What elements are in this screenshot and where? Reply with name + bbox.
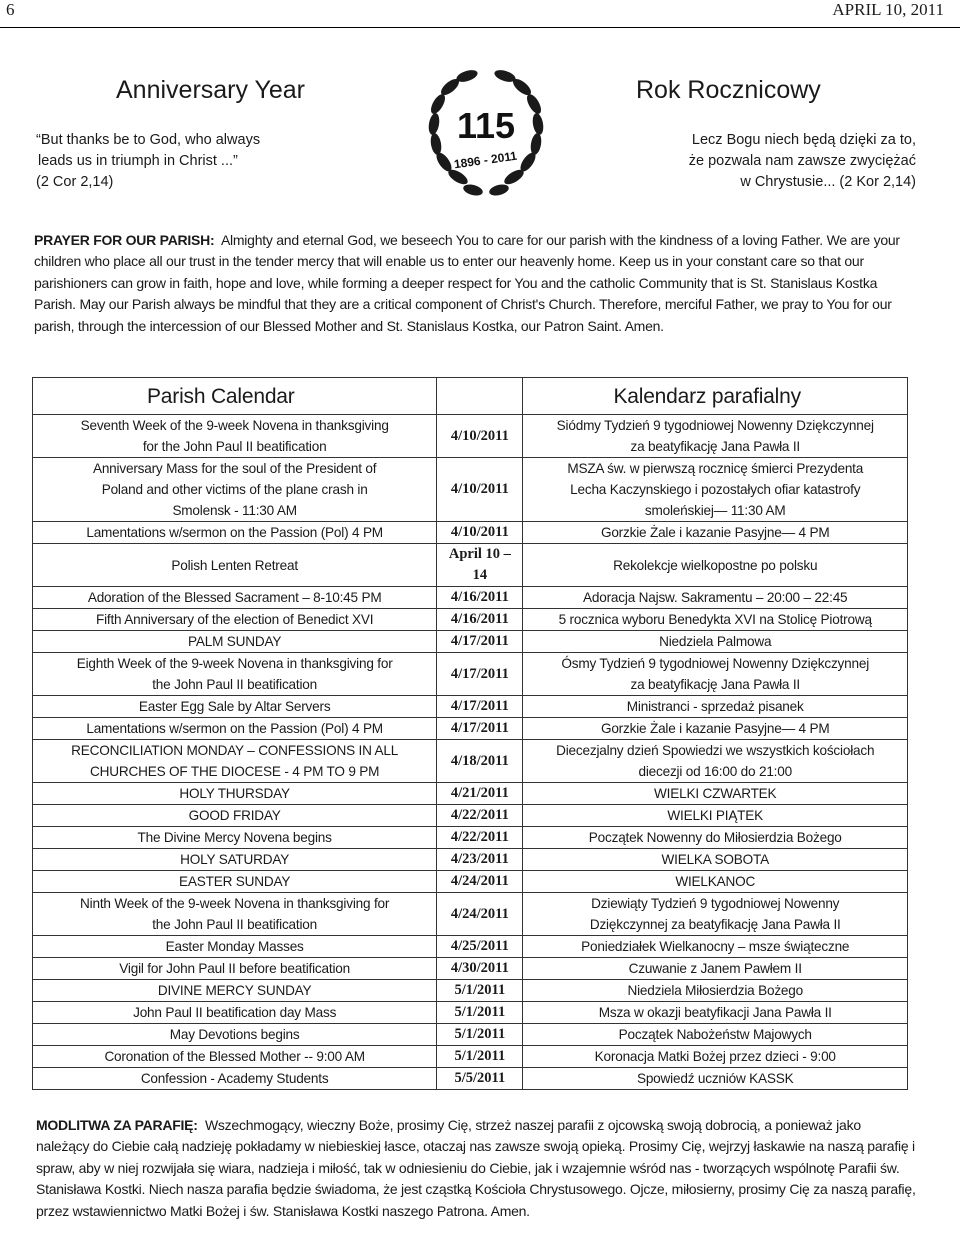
event-pl-line: Czuwanie z Janem Pawłem II: [628, 961, 802, 976]
event-pl-line: Gorzkie Żale i kazanie Pasyjne— 4 PM: [600, 721, 830, 736]
event-en: [33, 893, 437, 936]
event-en: [33, 415, 437, 458]
event-pl: [523, 893, 908, 936]
calendar-row: [33, 936, 908, 958]
calendar-row: [33, 1002, 908, 1024]
event-en: [33, 849, 437, 871]
event-pl-line: WIELKI CZWARTEK: [654, 786, 777, 801]
event-en-line: Adoration of the Blessed Sacrament – 8-10:45 PM: [87, 590, 382, 605]
event-pl: [523, 458, 908, 522]
event-date: 4/24/2011: [437, 871, 523, 893]
event-en-line: Polish Lenten Retreat: [171, 557, 298, 573]
event-en-line: Easter Monday Masses: [165, 939, 304, 954]
event-en-line: May Devotions begins: [169, 1027, 300, 1042]
event-pl-line: Niedziela Palmowa: [659, 634, 772, 649]
event-pl-line: Rekolekcje wielkopostne po polsku: [613, 557, 818, 573]
event-en: [33, 631, 437, 653]
event-pl-line: Początek Nowenny do Miłosierdzia Bożego: [588, 830, 842, 845]
calendar-row: [33, 1068, 908, 1090]
event-en: [33, 980, 437, 1002]
event-pl-line: Ministranci - sprzedaż pisanek: [626, 699, 804, 714]
calendar-row: [33, 980, 908, 1002]
calendar-row: [33, 805, 908, 827]
calendar-row: [33, 893, 908, 936]
event-date: 4/16/2011: [437, 609, 523, 631]
calendar-title-en: Parish Calendar: [33, 378, 437, 415]
event-en: [33, 718, 437, 740]
event-pl: [523, 631, 908, 653]
event-date: 4/22/2011: [437, 827, 523, 849]
calendar-header-spacer: [437, 378, 523, 415]
event-date: 4/22/2011: [437, 805, 523, 827]
event-en-line: Fifth Anniversary of the election of Benedict XVI: [95, 612, 374, 627]
event-en-line: Ninth Week of the 9-week Novena in thanksgiving for: [80, 896, 390, 911]
event-en: [33, 696, 437, 718]
event-pl: [523, 958, 908, 980]
event-pl-line: Poniedziałek Wielkanocny – msze świąteczne: [581, 939, 850, 954]
event-en: [33, 1046, 437, 1068]
event-pl-line: Diecezjalny dzień Spowiedzi we wszystkich kościołach: [556, 743, 875, 758]
emblem-number: 115: [456, 105, 516, 146]
event-date: 4/17/2011: [437, 653, 523, 696]
event-date: 5/5/2011: [437, 1068, 523, 1090]
event-en-line: John Paul II beatification day Mass: [133, 1005, 337, 1020]
event-en-line: Coronation of the Blessed Mother -- 9:00 AM: [104, 1049, 365, 1064]
quote-line: (2 Cor 2,14): [36, 174, 114, 190]
prayer-heading-en: PRAYER FOR OUR PARISH:: [34, 232, 215, 248]
event-en-line: Lamentations w/sermon on the Passion (Pol) 4 PM: [86, 525, 383, 540]
event-pl-line: Lecha Kaczynskiego i pozostałych ofiar katastrofy: [570, 482, 861, 497]
calendar-row: [33, 1046, 908, 1068]
event-date: 4/16/2011: [437, 587, 523, 609]
event-date: 4/23/2011: [437, 849, 523, 871]
event-en: [33, 1002, 437, 1024]
event-pl: [523, 1002, 908, 1024]
quote-line: Lecz Bogu niech będą dzięki za to,: [691, 132, 916, 148]
parish-calendar-table: [32, 377, 908, 1090]
calendar-row: [33, 544, 908, 587]
event-pl-line: za beatyfikację Jana Pawła II: [630, 439, 800, 454]
calendar-row: [33, 609, 908, 631]
event-date: 4/17/2011: [437, 696, 523, 718]
quote-line: w Chrystusie... (2 Kor 2,14): [740, 174, 916, 190]
calendar-row: [33, 783, 908, 805]
event-en: [33, 522, 437, 544]
event-pl: [523, 827, 908, 849]
event-en: [33, 587, 437, 609]
event-en-line: Lamentations w/sermon on the Passion (Pol) 4 PM: [86, 721, 383, 736]
event-pl: [523, 522, 908, 544]
scripture-quote-en: [36, 130, 336, 193]
event-pl-line: Dziękczynnej za beatyfikację Jana Pawła II: [589, 917, 841, 932]
prayer-for-parish-en: [34, 230, 914, 337]
event-en: [33, 936, 437, 958]
calendar-row: [33, 827, 908, 849]
event-en-line: HOLY THURSDAY: [179, 786, 290, 801]
event-pl-line: Ósmy Tydzień 9 tygodniowej Nowenny Dziękczynnej: [561, 656, 870, 671]
event-en-line: Poland and other victims of the plane crash in: [101, 482, 368, 497]
event-en: [33, 740, 437, 783]
event-date: 4/30/2011: [437, 958, 523, 980]
event-pl: [523, 587, 908, 609]
event-en-line: EASTER SUNDAY: [179, 874, 291, 889]
event-date: 4/10/2011: [437, 415, 523, 458]
event-date: 4/10/2011: [437, 522, 523, 544]
event-pl: [523, 1046, 908, 1068]
anniversary-title-pl: Rok Rocznicowy: [636, 76, 821, 104]
event-pl-line: WIELKA SOBOTA: [661, 852, 769, 867]
event-date: 4/21/2011: [437, 783, 523, 805]
event-pl-line: Adoracja Najsw. Sakramentu – 20:00 – 22:45: [583, 590, 848, 605]
event-pl: [523, 653, 908, 696]
calendar-row: [33, 740, 908, 783]
event-en: [33, 827, 437, 849]
event-en-line: the John Paul II beatification: [152, 917, 318, 932]
quote-line: że pozwala nam zawsze zwyciężać: [688, 153, 916, 169]
prayer-text-pl: Wszechmogący, wieczny Boże, prosimy Cię, strzeż naszej parafii z ojcowską swoją dobrocią, a ponieważ jako należący do Ciebie całą nadzieję pokładamy w niebieskiej łasce, otaczaj nas zawsze swoją opieką. Prosimy Cię, wejrzyj łaskawie na naszą parafię i spraw, aby w niej rozwijała się wiara, nadzieja i miłość, tak w odniesieniu do Ciebie, jak i wzajemnie wśród nas - tworzących wspólnotę Parafii św. Stanisława Kostki. Niech nasza parafia będzie świadoma, że jest cząstką Kościoła Chrystusowego. Ojcze, miłosierny, prosimy Cię za naszą parafię, przez wstawiennictwo Matki Bożej i św. Stanisława Kostki naszego Patrona. Amen.: [36, 1117, 916, 1219]
event-pl-line: 5 rocznica wyboru Benedykta XVI na Stolicę Piotrową: [558, 612, 872, 627]
event-date: 5/1/2011: [437, 1002, 523, 1024]
quote-line: leads us in triumph in Christ ...”: [38, 153, 238, 169]
event-pl: [523, 980, 908, 1002]
calendar-row: [33, 458, 908, 522]
event-en: [33, 458, 437, 522]
calendar-row: [33, 415, 908, 458]
quote-line: “But thanks be to God, who always: [36, 132, 261, 148]
event-en-line: PALM SUNDAY: [188, 634, 282, 649]
prayer-text-en: Almighty and eternal God, we beseech You to care for our parish with the kindness of a loving Father. We are your children who place all our trust in the tender mercy that will enable us to enter our heavenly home. Keep us in your constant care so that our parishioners can grow in faith, hope and love, while forming a deeper respect for You and the catholic Community that is St. Stanislaus Kostka Parish. May our Parish always be mindful that they are a critical component of Christ's Church. Therefore, merciful Father, we pray to You for our parish, through the intercession of our Blessed Mother and St. Stanislaus Kostka, our Patron Saint. Amen.: [34, 232, 900, 334]
calendar-body: [33, 415, 908, 1090]
event-pl: [523, 544, 908, 587]
event-date: 5/1/2011: [437, 1046, 523, 1068]
calendar-row: [33, 849, 908, 871]
event-date: 4/10/2011: [437, 458, 523, 522]
calendar-row: [33, 958, 908, 980]
event-date: 4/17/2011: [437, 631, 523, 653]
event-en-line: Smolensk - 11:30 AM: [172, 503, 297, 518]
event-en-line: Seventh Week of the 9-week Novena in thanksgiving: [80, 418, 389, 433]
event-pl: [523, 871, 908, 893]
event-en-line: RECONCILIATION MONDAY – CONFESSIONS IN ALL: [71, 743, 399, 758]
event-date: 4/17/2011: [437, 718, 523, 740]
event-pl: [523, 718, 908, 740]
event-pl: [523, 1024, 908, 1046]
event-date: 5/1/2011: [437, 980, 523, 1002]
event-en-line: Anniversary Mass for the soul of the President of: [92, 461, 377, 476]
event-en-line: The Divine Mercy Novena begins: [137, 830, 332, 845]
issue-date: APRIL 10, 2011: [832, 0, 944, 19]
event-en-line: HOLY SATURDAY: [180, 852, 290, 867]
calendar-title-pl: Kalendarz parafialny: [523, 378, 908, 415]
page-number: 6: [6, 0, 15, 19]
event-pl-line: Spowiedź uczniów KASSK: [636, 1071, 794, 1086]
event-pl: [523, 415, 908, 458]
event-en-line: for the John Paul II beatification: [142, 439, 327, 454]
prayer-for-parish-pl: [36, 1115, 916, 1222]
event-en-line: the John Paul II beatification: [152, 677, 318, 692]
event-pl-line: Msza w okazji beatyfikacji Jana Pawła II: [598, 1005, 832, 1020]
page-header: [0, 0, 960, 26]
event-en-line: DIVINE MERCY SUNDAY: [157, 983, 312, 998]
header-rule: [0, 27, 960, 28]
calendar-row: [33, 522, 908, 544]
event-date: 4/25/2011: [437, 936, 523, 958]
event-en: [33, 805, 437, 827]
calendar-row: [33, 1024, 908, 1046]
event-en-line: Eighth Week of the 9-week Novena in thanksgiving for: [76, 656, 393, 671]
event-pl: [523, 936, 908, 958]
event-pl-line: Dziewiąty Tydzień 9 tygodniowej Nowenny: [591, 896, 840, 911]
event-pl-line: diecezji od 16:00 do 21:00: [638, 764, 792, 779]
event-pl: [523, 783, 908, 805]
event-en: [33, 609, 437, 631]
event-pl-line: smoleńskiej— 11:30 AM: [644, 503, 786, 518]
event-en-line: Easter Egg Sale by Altar Servers: [138, 699, 331, 714]
calendar-row: [33, 631, 908, 653]
calendar-row: [33, 587, 908, 609]
prayer-heading-pl: MODLITWA ZA PARAFIĘ:: [36, 1117, 198, 1133]
calendar-row: [33, 718, 908, 740]
event-en: [33, 1068, 437, 1090]
event-pl: [523, 849, 908, 871]
event-en-line: Confession - Academy Students: [140, 1071, 329, 1086]
event-en: [33, 871, 437, 893]
event-date: 5/1/2011: [437, 1024, 523, 1046]
event-en: [33, 653, 437, 696]
event-en: [33, 783, 437, 805]
event-pl: [523, 740, 908, 783]
event-en: [33, 958, 437, 980]
anniversary-title-en: Anniversary Year: [116, 76, 306, 104]
event-en-line: Vigil for John Paul II before beatification: [119, 961, 350, 976]
event-pl: [523, 1068, 908, 1090]
calendar-header-row: [33, 378, 908, 415]
event-en: [33, 544, 437, 587]
anniversary-wreath-emblem: [418, 66, 554, 202]
event-date: 4/24/2011: [437, 893, 523, 936]
event-pl-line: Początek Nabożeństw Majowych: [618, 1027, 812, 1042]
event-date: April 10 – 14: [437, 544, 523, 587]
event-pl: [523, 805, 908, 827]
event-pl-line: Gorzkie Żale i kazanie Pasyjne— 4 PM: [600, 525, 830, 540]
scripture-quote-pl: [586, 130, 916, 193]
event-pl-line: WIELKI PIĄTEK: [667, 808, 764, 823]
event-pl-line: MSZA św. w pierwszą rocznicę śmierci Prezydenta: [567, 461, 864, 476]
event-date: 4/18/2011: [437, 740, 523, 783]
event-pl-line: Siódmy Tydzień 9 tygodniowej Nowenny Dziękczynnej: [556, 418, 874, 433]
emblem-years: 1896 - 2011: [453, 148, 518, 172]
event-pl: [523, 696, 908, 718]
calendar-row: [33, 871, 908, 893]
calendar-row: [33, 696, 908, 718]
event-pl-line: Koronacja Matki Bożej przez dzieci - 9:00: [594, 1049, 836, 1064]
event-pl-line: Niedziela Miłosierdzia Bożego: [627, 983, 803, 998]
event-pl-line: za beatyfikację Jana Pawła II: [630, 677, 800, 692]
calendar-row: [33, 653, 908, 696]
event-pl: [523, 609, 908, 631]
event-pl-line: WIELKANOC: [675, 874, 756, 889]
event-en-line: GOOD FRIDAY: [188, 808, 281, 823]
event-en-line: CHURCHES OF THE DIOCESE - 4 PM TO 9 PM: [90, 764, 380, 779]
event-en: [33, 1024, 437, 1046]
